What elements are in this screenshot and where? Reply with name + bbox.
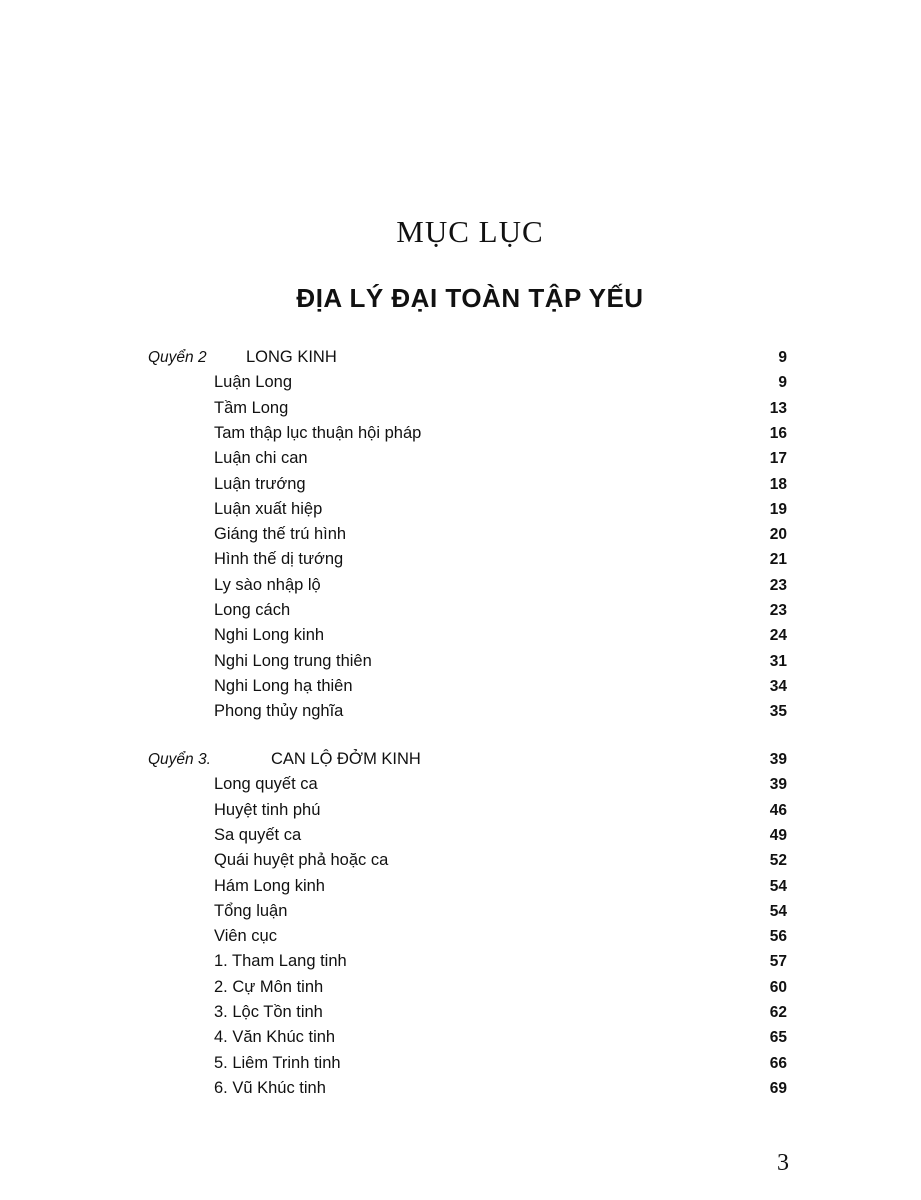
toc-page-number: 34 bbox=[769, 677, 787, 695]
page-title: MỤC LỤC bbox=[396, 214, 544, 249]
toc-entry bbox=[0, 1000, 921, 1025]
toc-page-number: 46 bbox=[769, 801, 787, 819]
toc-page-number: 57 bbox=[769, 953, 787, 971]
toc-entry-label: Nghi Long hạ thiên bbox=[214, 676, 353, 695]
toc-entry-label: 3. Lộc Tồn tinh bbox=[214, 1003, 323, 1021]
toc-page-number: 31 bbox=[769, 652, 787, 670]
toc-entry bbox=[0, 699, 921, 724]
toc-page-number: 35 bbox=[769, 703, 787, 721]
toc-page-number: 9 bbox=[778, 374, 787, 392]
toc-entry-label: Luận Long bbox=[214, 373, 292, 392]
toc-page-number: 56 bbox=[769, 928, 787, 946]
toc-entry bbox=[0, 370, 921, 395]
toc-entry bbox=[0, 623, 921, 648]
toc-entry-label: 2. Cự Môn tinh bbox=[214, 977, 324, 996]
toc-entry-label: Tam thập lục thuận hội pháp bbox=[214, 423, 422, 442]
toc-entry-label: Giáng thế trú hình bbox=[214, 525, 347, 544]
toc-page-number: 23 bbox=[769, 602, 787, 619]
toc-page-number: 18 bbox=[769, 475, 787, 493]
toc-entry bbox=[0, 421, 921, 446]
toc-entry-label: Luận trướng bbox=[214, 474, 306, 493]
toc-entry bbox=[0, 924, 921, 949]
toc-volume-label: Quyển 3. bbox=[148, 751, 211, 768]
toc-page-number: 21 bbox=[769, 551, 787, 569]
toc-entry-label: Ly sào nhập lộ bbox=[214, 575, 321, 594]
toc-entry-label: Luận xuất hiệp bbox=[214, 499, 323, 518]
toc-entry-label: Tầm Long bbox=[214, 398, 289, 417]
toc-entry bbox=[0, 674, 921, 699]
toc-page-number: 49 bbox=[769, 826, 787, 844]
toc-entry-label: 4. Văn Khúc tinh bbox=[214, 1028, 336, 1047]
toc-entry-label: Viên cục bbox=[214, 927, 277, 946]
toc-section-title: LONG KINH bbox=[246, 348, 337, 366]
toc-section-title: CAN LỘ ĐỞM KINH bbox=[271, 750, 421, 768]
toc-entry bbox=[0, 823, 921, 848]
book-subtitle: ĐỊA LÝ ĐẠI TOÀN TẬP YẾU bbox=[296, 283, 644, 313]
toc-section-heading bbox=[0, 345, 921, 370]
toc-entry bbox=[0, 649, 921, 674]
toc-entry bbox=[0, 874, 921, 899]
toc-entry bbox=[0, 573, 921, 598]
toc-page-number: 69 bbox=[769, 1079, 787, 1097]
toc-page-number: 19 bbox=[769, 500, 787, 518]
toc-page-number: 52 bbox=[769, 852, 787, 870]
toc-entry-label: Luận chi can bbox=[214, 449, 308, 468]
toc-entry-label: Hám Long kinh bbox=[214, 876, 325, 895]
toc-entry bbox=[0, 497, 921, 522]
toc-entry-label: Huyệt tinh phú bbox=[214, 800, 321, 819]
toc-entry bbox=[0, 975, 921, 1000]
toc-page-number: 65 bbox=[769, 1029, 787, 1047]
toc-entry-label: Quái huyệt phả hoặc ca bbox=[214, 851, 389, 870]
toc-volume-label: Quyển 2 bbox=[148, 349, 207, 366]
toc-page-number: 62 bbox=[769, 1004, 787, 1021]
toc-entry bbox=[0, 1025, 921, 1050]
toc-page-number: 17 bbox=[769, 450, 787, 468]
toc-section-heading bbox=[0, 747, 921, 772]
toc-page-number: 60 bbox=[769, 978, 787, 996]
toc-entry bbox=[0, 772, 921, 797]
toc-entry bbox=[0, 547, 921, 572]
toc-entry-label: Sa quyết ca bbox=[214, 825, 302, 844]
toc-entry bbox=[0, 1076, 921, 1101]
toc-entry bbox=[0, 396, 921, 421]
toc-entry bbox=[0, 472, 921, 497]
toc-page-number: 24 bbox=[769, 627, 787, 645]
toc-entry-label: Nghi Long trung thiên bbox=[214, 651, 372, 670]
toc-entry-label: Tổng luận bbox=[214, 901, 288, 920]
toc-entry bbox=[0, 598, 921, 623]
toc-entry bbox=[0, 798, 921, 823]
toc-entry-label: 5. Liêm Trinh tinh bbox=[214, 1053, 341, 1072]
toc-entry-label: Long cách bbox=[214, 601, 291, 619]
toc-page-number: 13 bbox=[769, 399, 787, 417]
toc-entry bbox=[0, 899, 921, 924]
toc-page-number: 54 bbox=[769, 902, 787, 920]
toc-page-number: 54 bbox=[769, 877, 787, 895]
toc-entry-label: 1. Tham Lang tinh bbox=[214, 952, 347, 971]
toc-entry bbox=[0, 1051, 921, 1076]
toc-entry-label: Phong thủy nghĩa bbox=[214, 702, 344, 721]
toc-entry bbox=[0, 949, 921, 974]
toc-page-number: 39 bbox=[769, 776, 787, 794]
toc-page-number: 9 bbox=[778, 349, 787, 366]
toc-entry-label: Hình thế dị tướng bbox=[214, 550, 344, 569]
toc-page-number: 66 bbox=[769, 1054, 787, 1072]
toc-page-number: 39 bbox=[769, 751, 787, 768]
toc-entry bbox=[0, 848, 921, 873]
toc-entry-label: Long quyết ca bbox=[214, 775, 318, 794]
toc-entry bbox=[0, 446, 921, 471]
toc-entry bbox=[0, 522, 921, 547]
page-number: 3 bbox=[777, 1150, 789, 1176]
toc-page-number: 23 bbox=[769, 576, 787, 594]
toc-page-number: 20 bbox=[769, 526, 787, 544]
toc-page-number: 16 bbox=[769, 424, 787, 442]
toc-entry-label: Nghi Long kinh bbox=[214, 626, 325, 645]
toc-entry-label: 6. Vũ Khúc tinh bbox=[214, 1078, 326, 1097]
